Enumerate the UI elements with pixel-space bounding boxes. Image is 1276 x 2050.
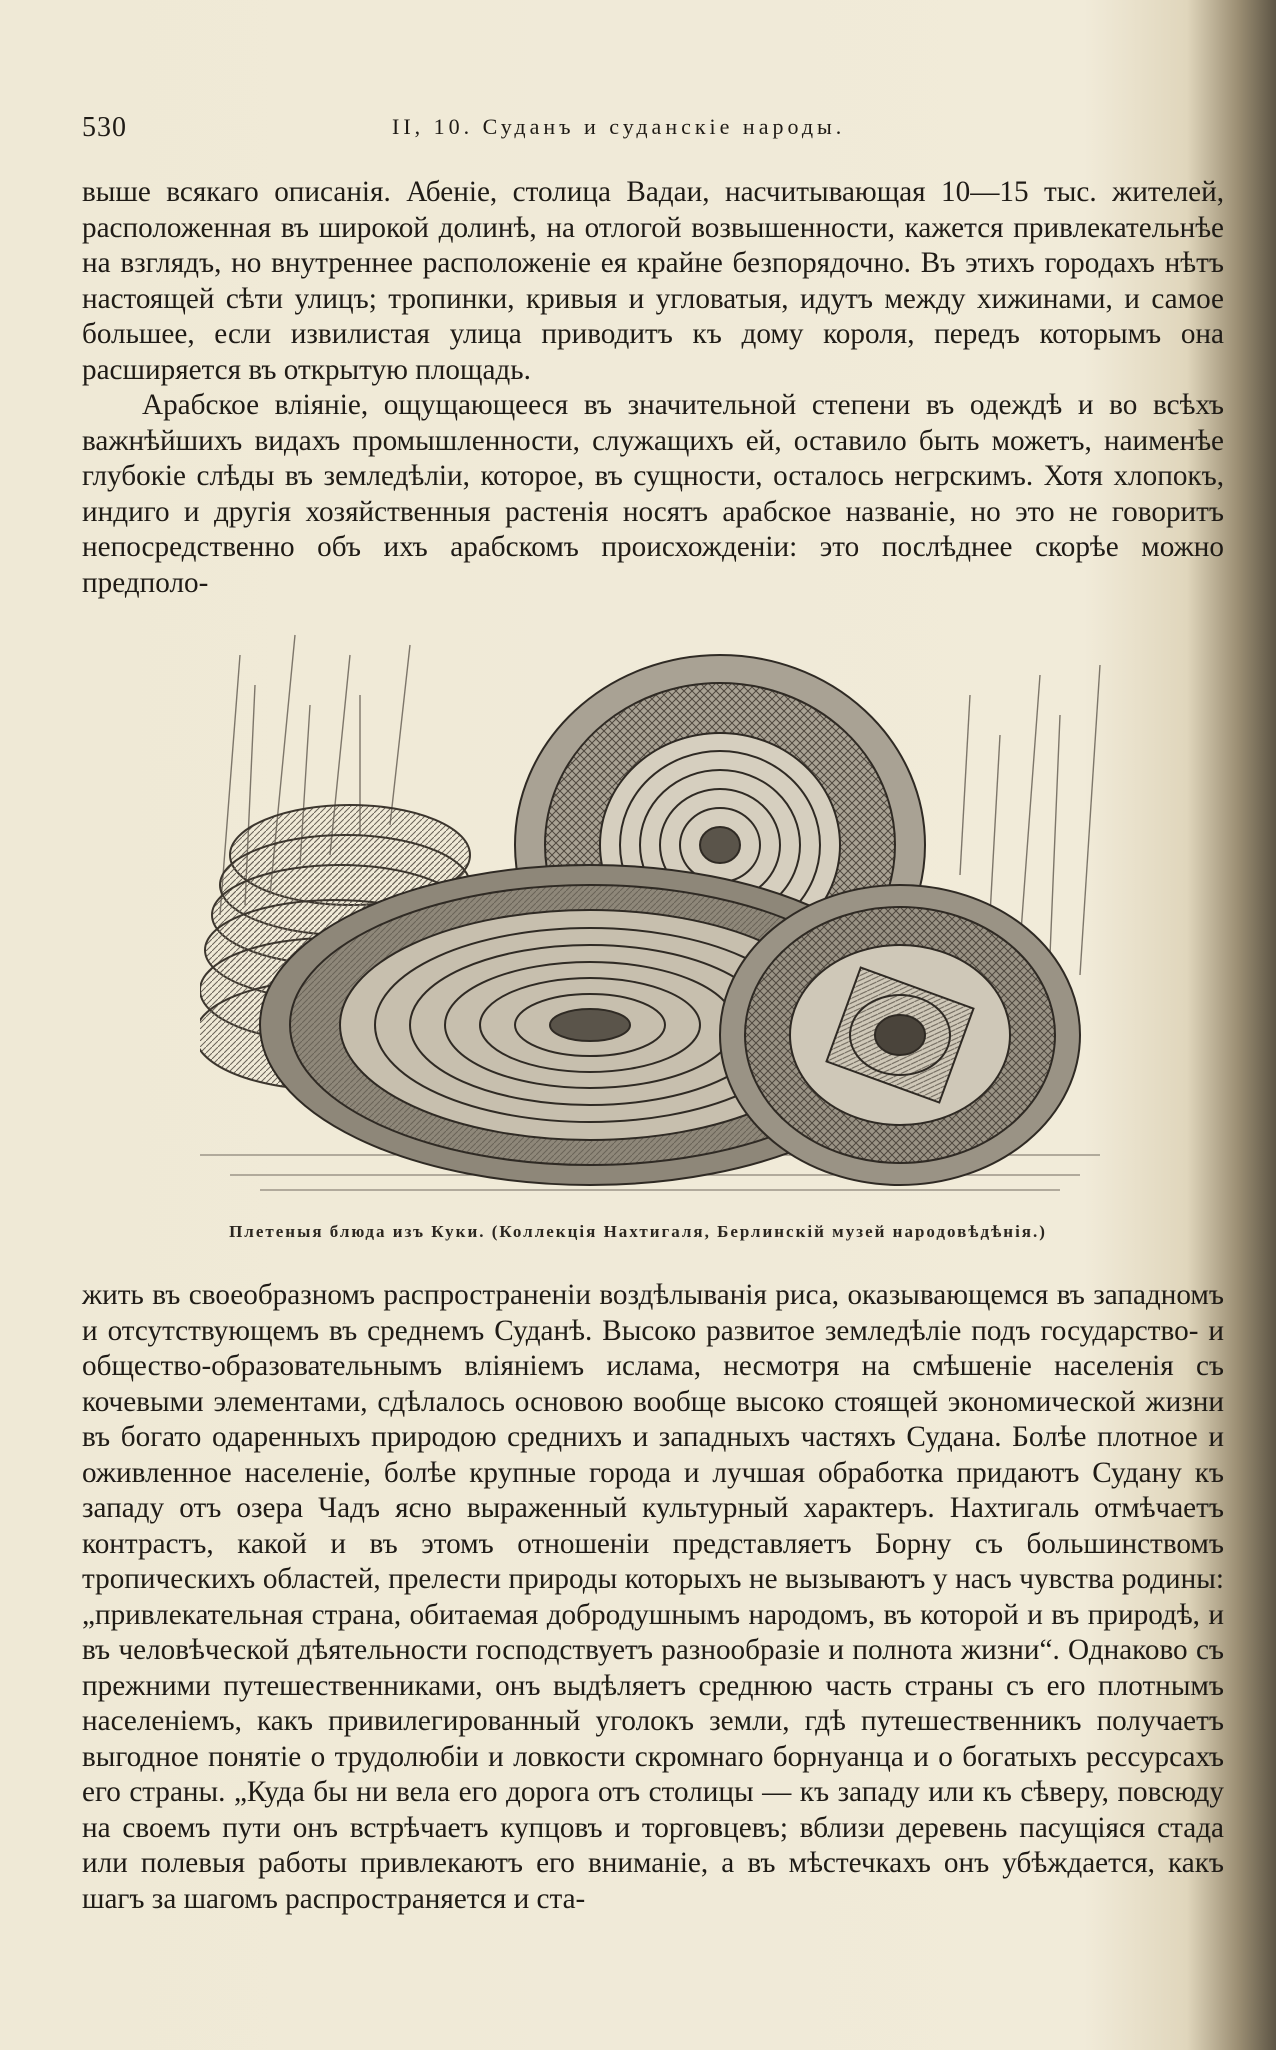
paragraph: Арабское влiянie, ощущающееся въ значительной степени въ одеждѣ и во всѣхъ важнѣйшихъ видахъ промышленности, служащихъ ей, оставило быть можетъ, наименѣе глубокie слѣды въ земледѣлiи, которое, въ сущности, осталось негрскимъ. Хотя хлопокъ, индиго и другiя хозяйственныя растенiя носятъ арабское названie, но это не говоритъ непосредственно объ ихъ арабскомъ происхожденiи: это послѣднее скорѣе можно предполо-	[82, 389, 1224, 599]
figure-caption: Плетеныя блюда изъ Куки. (Коллекцiя Нахтигаля, Берлинскiй музей народовѣдѣнiя.)	[229, 1222, 1047, 1241]
paragraph: выше всякаго описанiя. Абенie, столица Вадаи, насчитывающая 10—15 тыс. жителей, расположенная въ широкой долинѣ, на отлогой возвышенности, кажется привлекательнѣе на взглядъ, но внутреннее расположенiе ея крайне безпорядочно. Въ этихъ городахъ нѣтъ настоящей сѣти улицъ; тропинки, кривыя и угловатыя, идутъ между хижинами, и самое большее, если извилистая улица приводитъ къ дому короля, передъ которымъ она расширяется въ открытую площадь.	[82, 176, 1224, 386]
page-number: 530	[82, 112, 127, 143]
woven-dishes-illustration	[200, 615, 1115, 1210]
page-header	[82, 112, 1224, 152]
text-block-top	[82, 175, 1224, 601]
text-block-bottom	[82, 1278, 1224, 1917]
paragraph: жить въ своеобразномъ распространенiи воздѣлыванiя риса, оказывающемся въ западномъ и отсутствующемъ въ среднемъ Суданѣ. Высоко развитое земледѣлie подъ государство- и общество-образовательнымъ влiянieмъ ислама, несмотря на смѣшенie населенiя съ кочевыми элементами, сдѣлалось основою вообще высоко стоящей экономической жизни въ богато одаренныхъ природою среднихъ и западныхъ частяхъ Судана. Болѣе плотное и оживленное населенie, болѣе крупные города и лучшая обработка придаютъ Судану къ западу отъ озера Чадъ ясно выраженный культурный характеръ. Нахтигаль отмѣчаетъ контрастъ, какой и въ этомъ отношенiи представляетъ Борну съ большинствомъ тропическихъ областей, прелести природы которыхъ не вызываютъ у насъ чувства родины: „привлекательная страна, обитаемая добродушнымъ народомъ, въ которой и въ природѣ, и въ человѣческой дѣятельности господствуетъ разнообразie и полнота жизни“. Однаково съ прежними путешественниками, онъ выдѣляетъ среднюю часть страны съ его плотнымъ населенiемъ, какъ привилегированный уголокъ земли, гдѣ путешественникъ получаетъ выгодное понятie о трудолюбiи и ловкости скромнаго борнуанца и о богатыхъ рессурсахъ его страны. „Куда бы ни вела его дорога отъ столицы — къ западу или къ сѣверу, повсюду на своемъ пути онъ встрѣчаетъ купцовъ и торговцевъ; вблизи деревень пасущiяся стада или полевыя работы привлекаютъ его вниманie, а въ мѣстечкахъ онъ убѣждается, какъ шагъ за шагомъ распространяется и ста-	[82, 1279, 1224, 1915]
running-title: II, 10. Суданъ и суданскiе народы.	[392, 114, 846, 139]
